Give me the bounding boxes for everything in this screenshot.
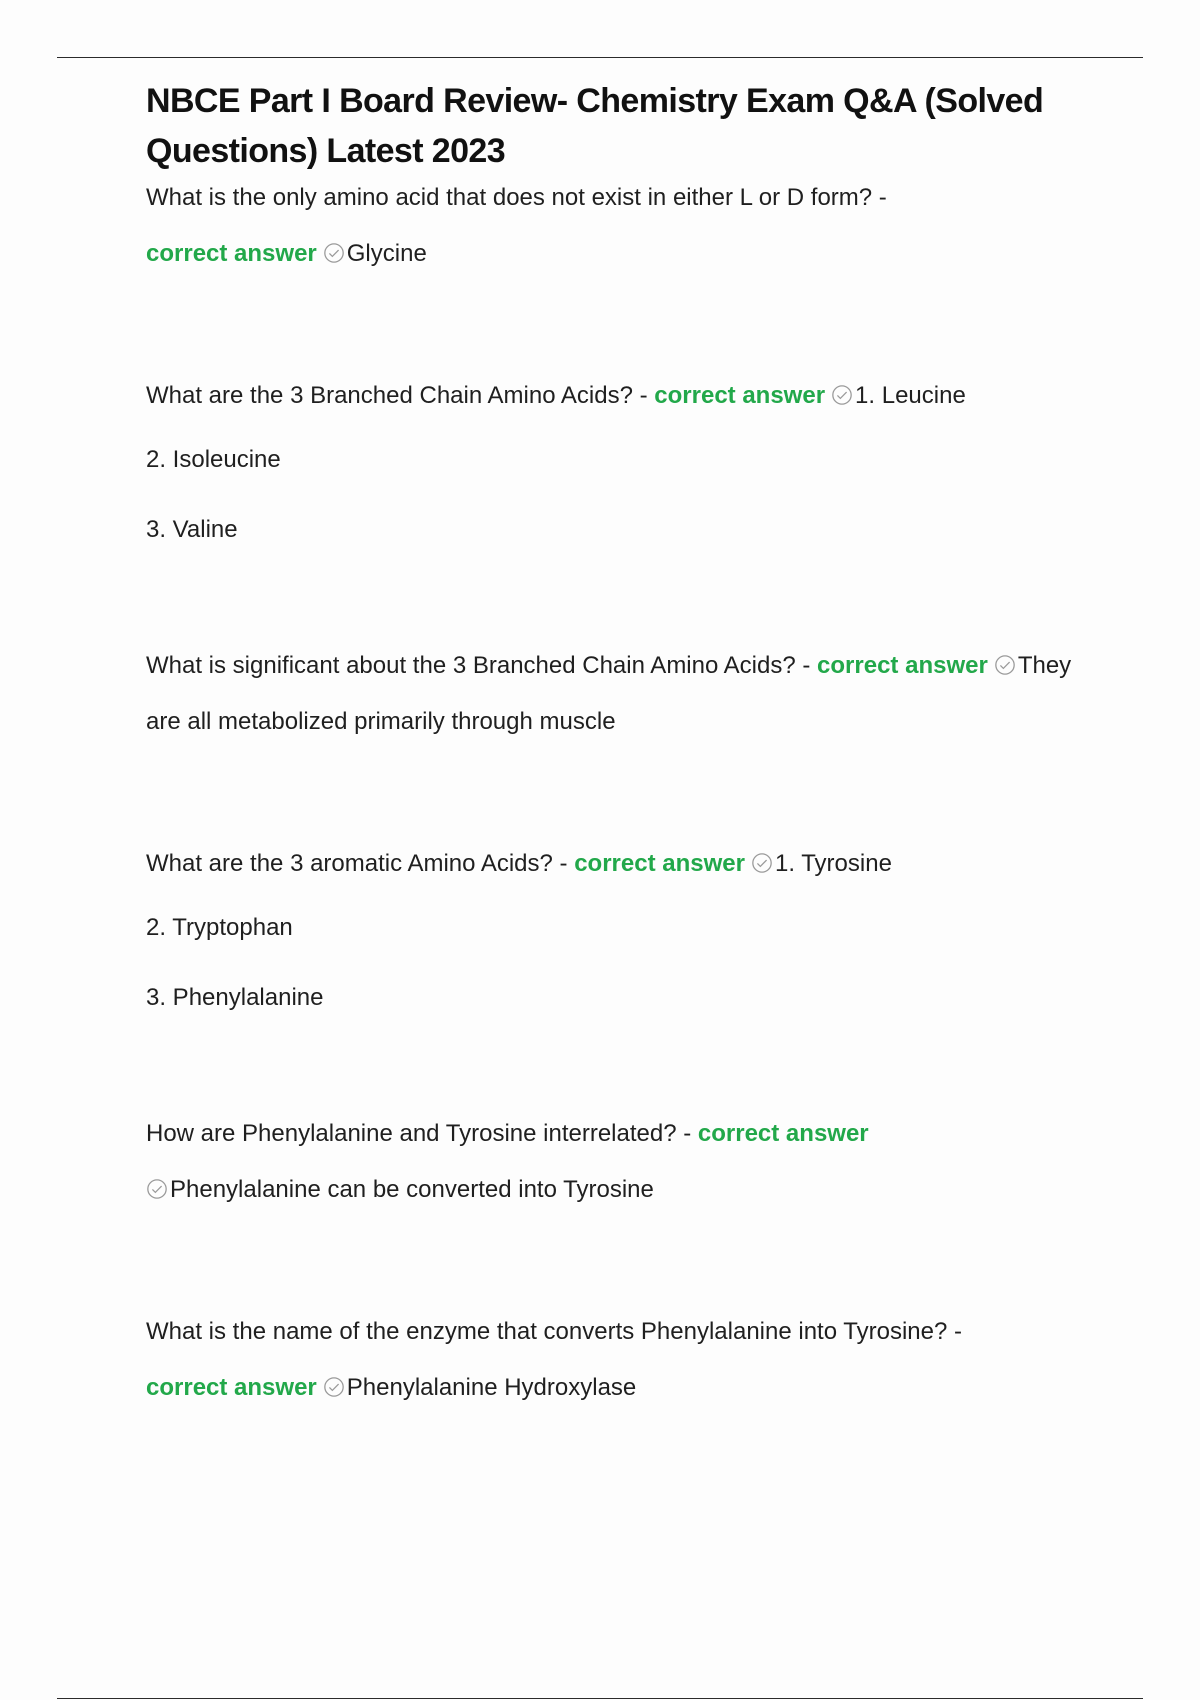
answer-text: 1. Leucine [855, 382, 966, 409]
answer-text: 1. Tyrosine [774, 850, 892, 877]
question-text: How are Phenylalanine and Tyrosine interrelated? - [146, 1120, 692, 1147]
check-circle-icon [323, 242, 345, 264]
answer-list-item: 3. Valine [146, 516, 238, 543]
question-text: What are the 3 aromatic Amino Acids? - [146, 850, 568, 877]
check-circle-icon [831, 384, 853, 406]
question-text: What are the 3 Branched Chain Amino Acids? - [146, 382, 648, 409]
qa-item [146, 836, 1096, 1032]
qa-line [146, 170, 1096, 282]
spacer [146, 1218, 1096, 1304]
correct-answer-tag: correct answer [817, 652, 988, 679]
answer-list-item: 3. Phenylalanine [146, 984, 324, 1011]
answer-text: Phenylalanine can be converted into Tyrosine [170, 1176, 654, 1203]
answer-text: They are all metabolized primarily through muscle [146, 652, 1072, 735]
correct-answer-tag: correct answer [654, 382, 826, 409]
spacer [146, 750, 1096, 836]
qa-item [146, 1106, 1096, 1218]
check-circle-icon [323, 1376, 345, 1398]
question-text: What is significant about the 3 Branched Chain Amino Acids? - [146, 652, 811, 679]
correct-answer-tag: correct answer [574, 850, 745, 877]
document-title: NBCE Part I Board Review- Chemistry Exam Q&A (Solved Questions) Latest 2023 [146, 82, 1044, 170]
question-text: What is the only amino acid that does not exist in either L or D form? - [146, 184, 887, 211]
qa-line [146, 638, 1096, 750]
spacer [146, 282, 1096, 368]
spacer [146, 1032, 1096, 1106]
qa-line [146, 836, 1096, 892]
check-circle-icon [994, 654, 1016, 676]
answer-text: Phenylalanine Hydroxylase [346, 1374, 637, 1401]
check-circle-icon [751, 852, 773, 874]
qa-item [146, 368, 1096, 564]
answer-text: Glycine [346, 240, 427, 267]
qa-line [146, 368, 1096, 424]
qa-line [146, 1106, 1096, 1218]
qa-item [146, 638, 1096, 750]
correct-answer-tag: correct answer [697, 1120, 869, 1147]
top-rule [57, 57, 1143, 58]
answer-list-item: 2. Isoleucine [146, 446, 281, 473]
qa-line [146, 1304, 1096, 1416]
question-text: What is the name of the enzyme that converts Phenylalanine into Tyrosine? - [146, 1318, 962, 1345]
check-circle-icon [146, 1178, 168, 1200]
correct-answer-tag: correct answer [146, 240, 317, 267]
qa-item [146, 1304, 1096, 1416]
correct-answer-tag: correct answer [146, 1374, 317, 1401]
document-page [146, 76, 1096, 1416]
qa-item [146, 170, 1096, 282]
bottom-rule [57, 1698, 1143, 1699]
answer-list-item: 2. Tryptophan [146, 914, 293, 941]
spacer [146, 564, 1096, 638]
